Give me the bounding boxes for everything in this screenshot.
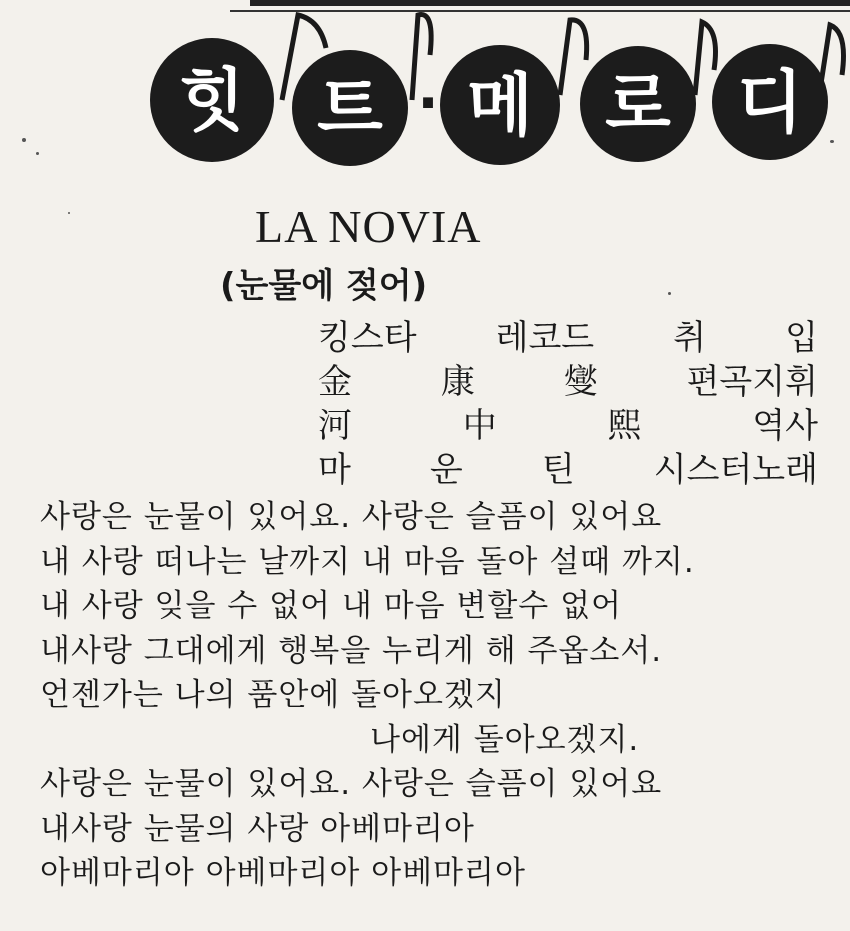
- credit-cell: 편곡지휘: [686, 361, 818, 402]
- lyrics-block: [40, 495, 830, 896]
- credit-row-singer: [318, 444, 818, 488]
- banner-char-2: 트: [317, 70, 383, 149]
- credits-block: [318, 312, 818, 488]
- print-speck: [36, 152, 39, 155]
- banner-disc-4: [440, 45, 560, 165]
- credit-cell: 康: [440, 361, 475, 402]
- lyric-line: 내사랑 눈물의 사랑 아베마리아: [40, 810, 475, 847]
- banner-char-6: 디: [737, 64, 803, 143]
- credit-cell: 燮: [563, 361, 598, 402]
- credit-cell: 운: [429, 449, 463, 490]
- banner-disc-1: [150, 38, 274, 162]
- print-speck: [668, 292, 671, 295]
- lyric-line: 나에게 돌아오겠지.: [370, 721, 640, 758]
- credit-cell: 시스터노래: [653, 449, 818, 490]
- banner-disc-6: [712, 44, 828, 160]
- lyric-line: 언젠가는 나의 품안에 돌아오겠지: [40, 677, 506, 713]
- banner-disc-5: [580, 46, 696, 162]
- banner-char-3: ·: [417, 71, 439, 136]
- credit-cell: 中: [462, 405, 497, 446]
- credit-cell: 河: [318, 405, 352, 446]
- credit-cell: 熙: [607, 405, 642, 446]
- print-speck: [830, 140, 834, 143]
- credit-cell: 틴: [541, 449, 575, 490]
- lyric-line: 내 사랑 잊을 수 없어 내 마음 변할수 없어: [40, 588, 622, 624]
- credit-cell: 취: [673, 317, 707, 358]
- print-speck: [22, 138, 26, 142]
- banner-graphic: [130, 0, 850, 175]
- credit-cell: 역사: [752, 405, 818, 446]
- print-speck: [68, 212, 70, 214]
- lyric-line: 사랑은 눈물이 있어요. 사랑은 슬픔이 있어요: [40, 499, 663, 535]
- banner-char-1: 힛: [179, 62, 245, 141]
- credit-cell: 레코드: [495, 317, 595, 358]
- lyric-line: 아베마리아 아베마리아 아베마리아: [40, 855, 526, 891]
- credit-row-lyricist: [318, 400, 818, 444]
- banner-char-5: 로: [605, 66, 671, 145]
- banner-disc-2: [292, 50, 408, 166]
- credit-row-arranger: [318, 356, 818, 400]
- banner-char-4: 메: [467, 67, 533, 146]
- credit-cell: 마: [318, 449, 351, 490]
- song-subtitle: (눈물에 젖어): [220, 266, 428, 306]
- credit-cell: 킹스타: [318, 317, 417, 358]
- song-title: LA NOVIA: [255, 201, 482, 252]
- credit-cell: 金: [318, 361, 352, 402]
- hit-melody-banner: [130, 0, 850, 175]
- lyric-line: 내 사랑 떠나는 날까지 내 마음 돌아 설때 까지.: [40, 543, 695, 580]
- credit-row-label: [318, 312, 818, 356]
- lyric-line: 내사랑 그대에게 행복을 누리게 해 주옵소서.: [40, 632, 663, 669]
- credit-cell: 입: [785, 317, 818, 358]
- lyric-line: 사랑은 눈물이 있어요. 사랑은 슬픔이 있어요: [40, 766, 663, 802]
